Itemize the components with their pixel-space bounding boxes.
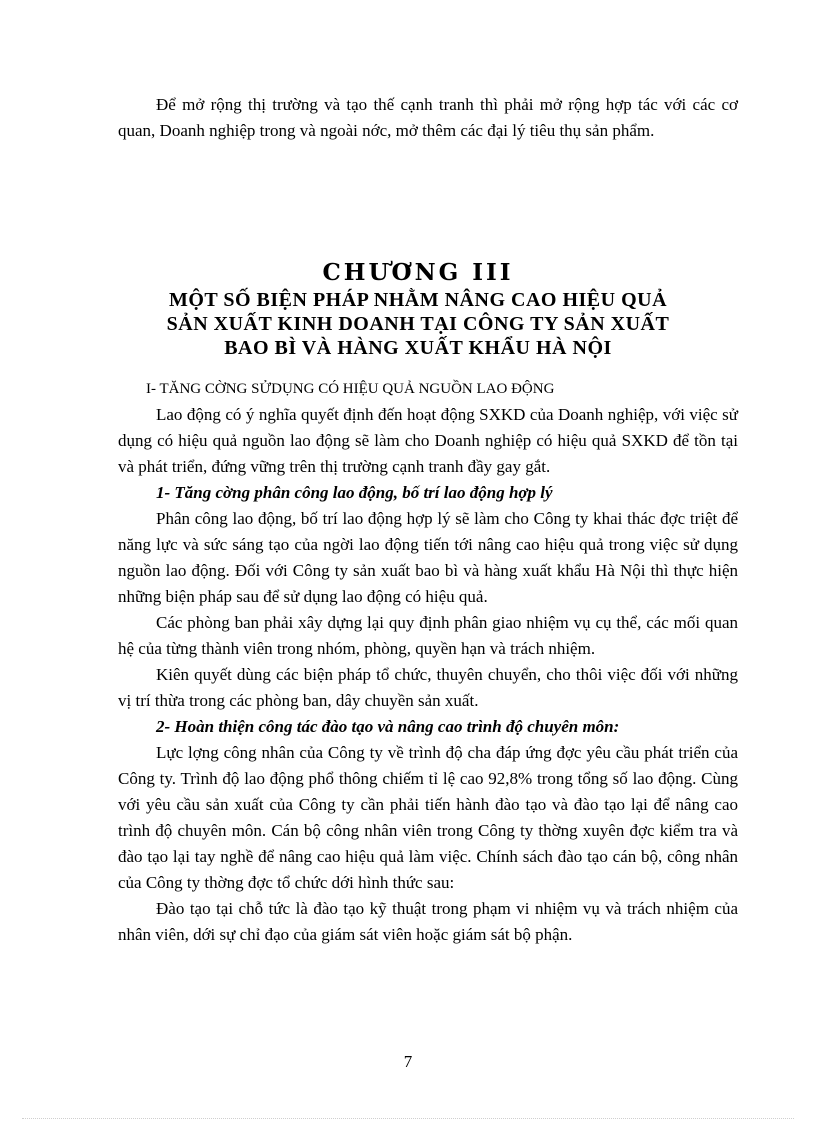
sub-1-paragraph-2: Các phòng ban phải xây dựng lại quy định phân giao nhiệm vụ cụ thể, các mối quan hệ của từng thành viên trong nhóm, phòng, quyền hạn và trách nhiệm. bbox=[118, 613, 738, 658]
chapter-title-line-3: BAO BÌ VÀ HÀNG XUẤT KHẨU HÀ NỘI bbox=[224, 337, 612, 359]
intro-block bbox=[118, 92, 738, 144]
chapter-title-line-2: SẢN XUẤT KINH DOANH TẠI CÔNG TY SẢN XUẤT bbox=[166, 313, 670, 335]
section-heading-1: I- TĂNG CỜNG SỬDỤNG CÓ HIỆU QUẢ NGUỒN LAO ĐỘNG bbox=[146, 381, 555, 397]
intro-paragraph: Để mở rộng thị trường và tạo thế cạnh tranh thì phải mở rộng hợp tác với các cơ quan, Doanh nghiệp trong và ngoài nớc, mở thêm các đại lý tiêu thụ sản phẩm. bbox=[118, 95, 738, 140]
chapter-number: CHƯƠNG III bbox=[322, 259, 514, 286]
main-body bbox=[118, 376, 738, 948]
chapter-heading bbox=[118, 258, 718, 360]
chapter-title-line-1: MỘT SỐ BIỆN PHÁP NHẰM NÂNG CAO HIỆU QUẢ bbox=[168, 289, 668, 311]
page-number: 7 bbox=[403, 1052, 413, 1071]
section-1-paragraph: Lao động có ý nghĩa quyết định đến hoạt động SXKD của Doanh nghiệp, với việc sử dụng có hiệu quả nguồn lao động sẽ làm cho Doanh nghiệp có hiệu quả SXKD để tồn tại và phát triển, đứng vững trên thị trường cạnh tranh đầy gay gắt. bbox=[118, 405, 738, 476]
page-bottom-border bbox=[22, 1118, 794, 1119]
sub-1-paragraph-3: Kiên quyết dùng các biện pháp tổ chức, thuyên chuyển, cho thôi việc đối với những vị trí thừa trong các phòng ban, dây chuyền sản xuất. bbox=[118, 665, 738, 710]
sub-heading-1: 1- Tăng cờng phân công lao động, bố trí lao động hợp lý bbox=[156, 483, 553, 502]
sub-1-paragraph-1: Phân công lao động, bố trí lao động hợp lý sẽ làm cho Công ty khai thác đợc triệt để năng lực và sức sáng tạo của ngời lao động tiến tới nâng cao hiệu quả trong việc sử dụng nguồn lao động. Đối với Công ty sản xuất bao bì và hàng xuất khẩu Hà Nội thì thực hiện những biện pháp sau để sử dụng lao động có hiệu quả. bbox=[118, 509, 738, 606]
sub-2-paragraph-2: Đào tạo tại chỗ tức là đào tạo kỹ thuật trong phạm vi nhiệm vụ và trách nhiệm của nhân viên, dới sự chỉ đạo của giám sát viên hoặc giám sát bộ phận. bbox=[118, 899, 738, 944]
sub-2-paragraph-1: Lực lợng công nhân của Công ty về trình độ cha đáp ứng đợc yêu cầu phát triển của Công ty. Trình độ lao động phổ thông chiếm tỉ lệ cao 92,8% trong tổng số lao động. Cùng với yêu cầu sản xuất của Công ty cần phải tiến hành đào tạo và đào tạo lại để nâng cao trình độ chuyên môn. Cán bộ công nhân viên trong Công ty thờng xuyên đợc kiểm tra và đào tạo lại tay nghề để nâng cao hiệu quả làm việc. Chính sách đào tạo cán bộ, công nhân của Công ty thờng đợc tổ chức dới hình thức sau: bbox=[118, 743, 738, 892]
sub-heading-2: 2- Hoàn thiện công tác đào tạo và nâng cao trình độ chuyên môn: bbox=[156, 717, 620, 736]
